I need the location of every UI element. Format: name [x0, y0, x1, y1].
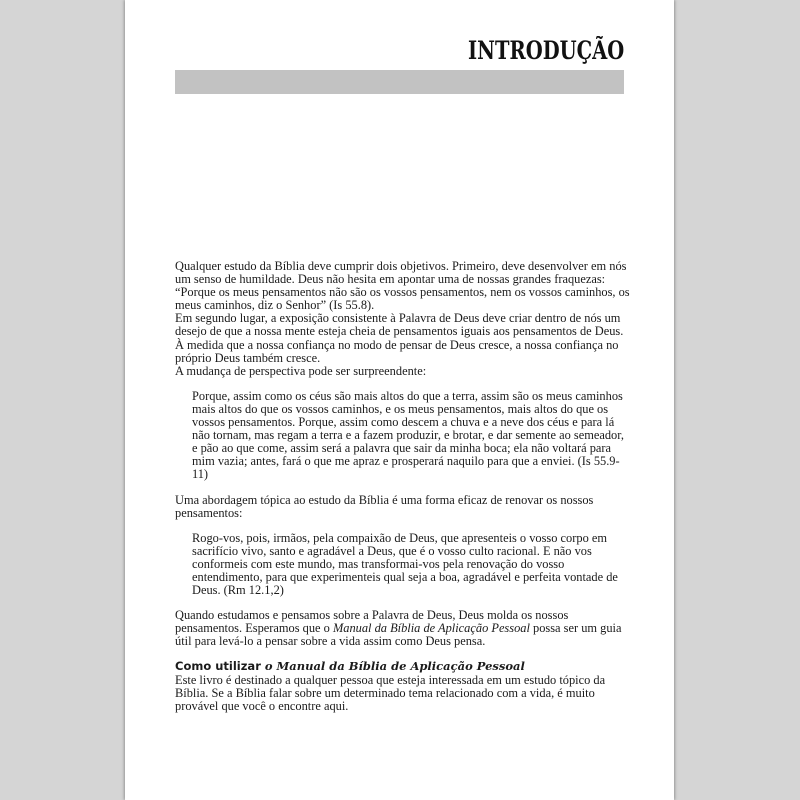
block-quote-2: Rogo-vos, pois, irmãos, pela compaixão de Deus, que apresenteis o vosso corpo em sacrifício vivo, santo e agradável a Deus, que é o vosso culto racional. E não vos conformeis com este mundo, mas transformai-vos pela renovação do vosso entendimento, para que experimenteis qual seja a boa, agradável e perfeita vontade de Deus. (Rm 12.1,2): [192, 530, 618, 598]
book-title-italic: Manual da Bíblia de Aplicação Pessoal: [332, 621, 530, 636]
section-subheading: [175, 660, 630, 673]
page-title: INTRODUÇÃO: [467, 36, 624, 65]
paragraph-5: [175, 609, 630, 648]
paragraph-5-text-a: Quando estudamos e pensamos sobre a Palavra de Deus, Deus molda os nossos pensamentos. Esperamos que o: [175, 608, 569, 636]
book-page: [125, 0, 674, 800]
paragraph-1: Qualquer estudo da Bíblia deve cumprir dois objetivos. Primeiro, deve desenvolver em nós um senso de humildade. Deus não hesita em apontar uma de nossas grandes fraquezas: “Porque os meus pensamentos não são os vossos pensamentos, nem os vossos caminhos, os meus caminhos, diz o Senhor” (Is 55.8).: [175, 259, 630, 313]
title-bar: [175, 70, 624, 94]
paragraph-4: Uma abordagem tópica ao estudo da Bíblia é uma forma eficaz de renovar os nossos pensamentos:: [175, 492, 594, 520]
block-quote-1: Porque, assim como os céus são mais altos do que a terra, assim são os meus caminhos mais altos do que os vossos caminhos, e os meus pensamentos, mais altos do que os vossos pensamentos. Porque, assim como descem a chuva e a neve dos céus e para lá não tornam, mas regam a terra e a fazem produzir, e brotar, e dar semente ao semeador, e pão ao que come, assim será a palavra que sair da minha boca; ela não voltará para mim vazia; antes, fará o que me apraz e prosperará naquilo para que a enviei. (Is 55.9-11): [192, 388, 624, 482]
subheading-text: Como utilizar: [175, 659, 265, 674]
subheading-italic: o Manual da Bíblia de Aplicação Pessoal: [264, 659, 525, 674]
paragraph-5-text-b: possa ser um guia útil para levá-lo a pensar sobre a vida assim como Deus pensa.: [175, 621, 622, 649]
paragraph-3: A mudança de perspectiva pode ser surpreendente:: [175, 363, 427, 378]
paragraph-6: Este livro é destinado a qualquer pessoa que esteja interessada em um estudo tópico da Bíblia. Se a Bíblia falar sobre um determinado tema relacionado com a vida, é muito provável que você o encontre aqui.: [175, 672, 606, 713]
body-text: [175, 260, 630, 713]
paragraph-2: Em segundo lugar, a exposição consistente à Palavra de Deus deve criar dentro de nós um desejo de que a nossa mente esteja cheia de pensamentos iguais aos pensamentos de Deus. À medida que a nossa confiança no modo de pensar de Deus cresce, a nossa confiança no próprio Deus também cresce.: [175, 311, 624, 365]
